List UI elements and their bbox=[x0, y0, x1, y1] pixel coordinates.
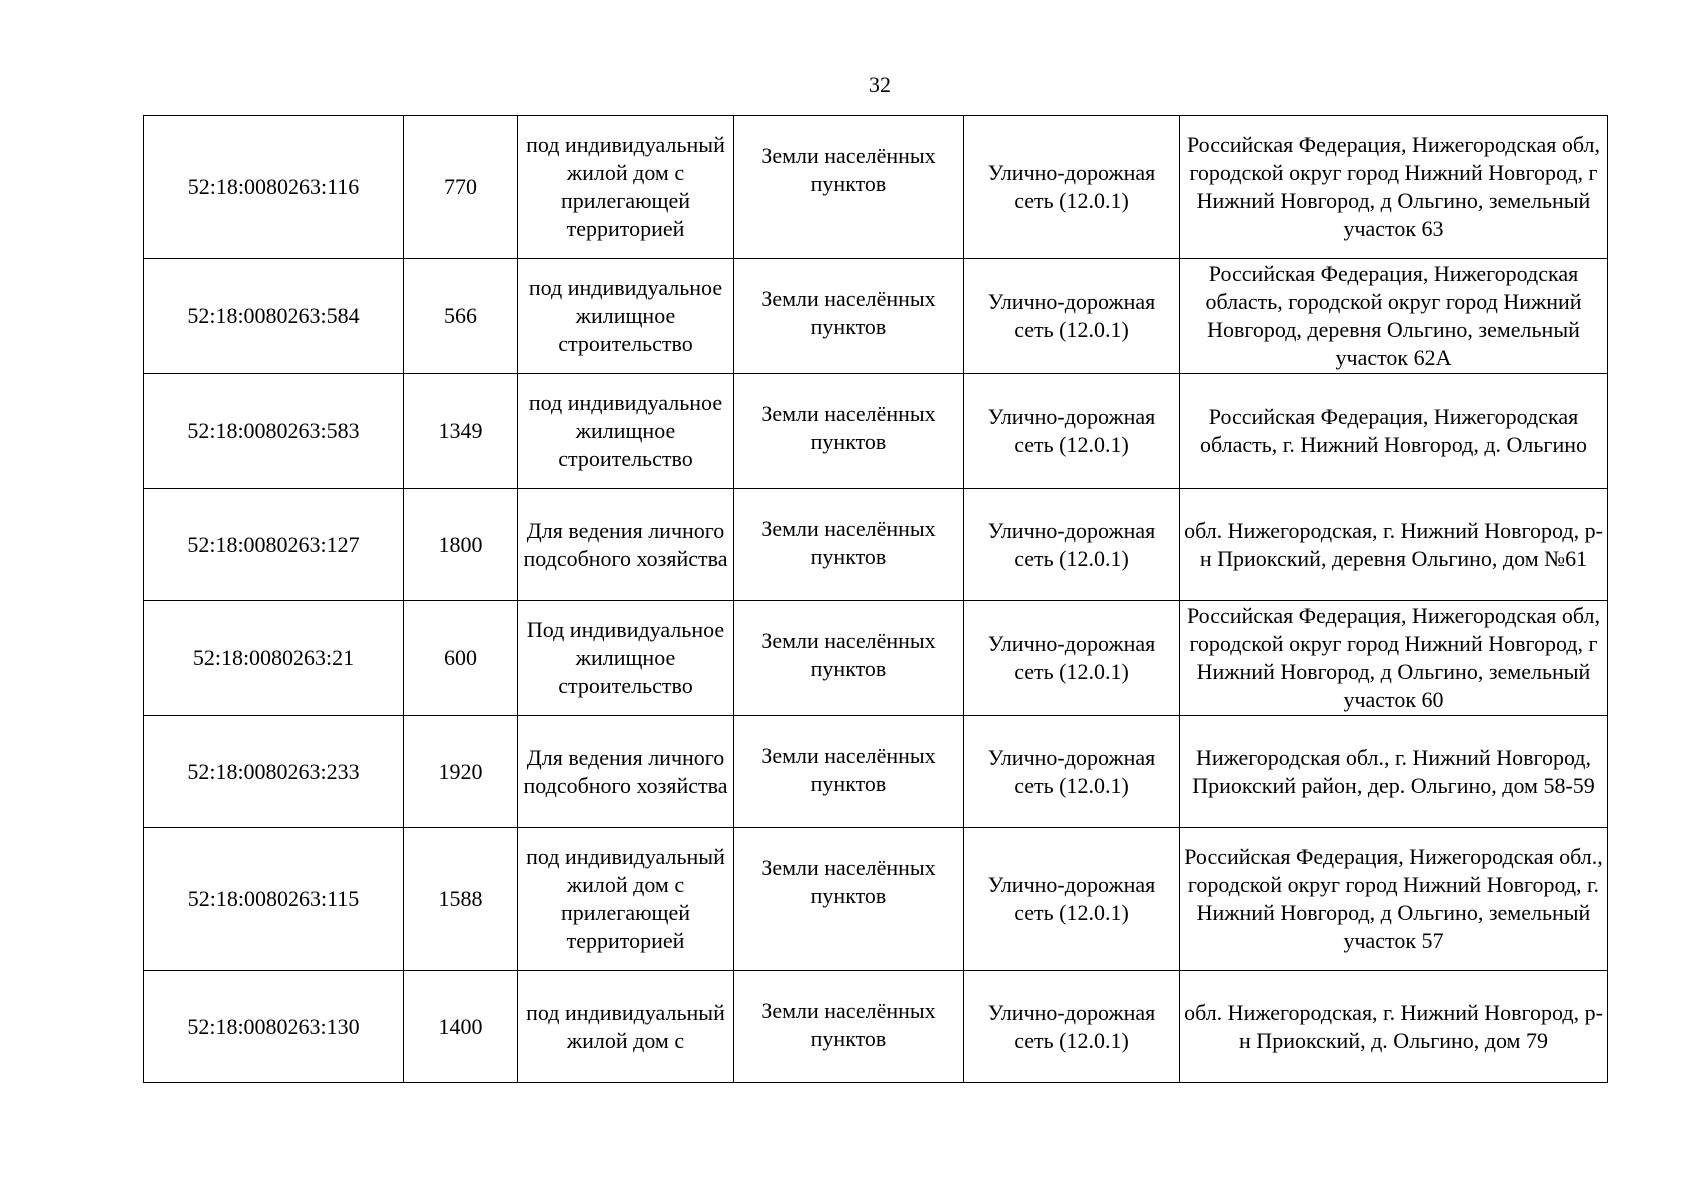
cadastral-number-cell: 52:18:0080263:116 bbox=[144, 116, 404, 259]
cadastral-number-cell: 52:18:0080263:130 bbox=[144, 971, 404, 1083]
table-row bbox=[144, 971, 1608, 1083]
table-row bbox=[144, 489, 1608, 601]
page-number: 32 bbox=[869, 72, 891, 97]
area-cell: 566 bbox=[404, 259, 518, 374]
planned-use-cell: Улично-дорожная сеть (12.0.1) bbox=[964, 259, 1180, 374]
table-row bbox=[144, 374, 1608, 489]
planned-use-cell: Улично-дорожная сеть (12.0.1) bbox=[964, 971, 1180, 1083]
address-cell: Российская Федерация, Нижегородская обл., городской округ город Нижний Новгород, г. Нижний Новгород, д Ольгино, земельный участок 57 bbox=[1180, 828, 1608, 971]
permitted-use-cell: под индивидуальный жилой дом с bbox=[518, 971, 734, 1083]
area-cell: 1349 bbox=[404, 374, 518, 489]
land-category-cell: Земли населённых пунктов bbox=[734, 116, 964, 259]
table-row bbox=[144, 828, 1608, 971]
cadastral-number-cell: 52:18:0080263:115 bbox=[144, 828, 404, 971]
area-cell: 600 bbox=[404, 601, 518, 716]
land-category-cell: Земли населённых пунктов bbox=[734, 259, 964, 374]
permitted-use-cell: Под индивидуальное жилищное строительство bbox=[518, 601, 734, 716]
permitted-use-cell: Для ведения личного подсобного хозяйства bbox=[518, 716, 734, 828]
land-category-cell: Земли населённых пунктов bbox=[734, 374, 964, 489]
permitted-use-cell: под индивидуальный жилой дом с прилегающей территорией bbox=[518, 116, 734, 259]
land-category-cell: Земли населённых пунктов bbox=[734, 828, 964, 971]
cadastral-number-cell: 52:18:0080263:584 bbox=[144, 259, 404, 374]
cadastral-number-cell: 52:18:0080263:21 bbox=[144, 601, 404, 716]
land-category-cell: Земли населённых пунктов bbox=[734, 971, 964, 1083]
address-cell: Российская Федерация, Нижегородская обл, городской округ город Нижний Новгород, г Нижний Новгород, д Ольгино, земельный участок 60 bbox=[1180, 601, 1608, 716]
planned-use-cell: Улично-дорожная сеть (12.0.1) bbox=[964, 374, 1180, 489]
cadastral-number-cell: 52:18:0080263:233 bbox=[144, 716, 404, 828]
address-cell: Российская Федерация, Нижегородская область, городской округ город Нижний Новгород, деревня Ольгино, земельный участок 62А bbox=[1180, 259, 1608, 374]
planned-use-cell: Улично-дорожная сеть (12.0.1) bbox=[964, 716, 1180, 828]
area-cell: 1588 bbox=[404, 828, 518, 971]
permitted-use-cell: Для ведения личного подсобного хозяйства bbox=[518, 489, 734, 601]
table-row bbox=[144, 259, 1608, 374]
address-cell: Нижегородская обл., г. Нижний Новгород, Приокский район, дер. Ольгино, дом 58-59 bbox=[1180, 716, 1608, 828]
table-row bbox=[144, 601, 1608, 716]
land-category-cell: Земли населённых пунктов bbox=[734, 716, 964, 828]
permitted-use-cell: под индивидуальный жилой дом с прилегающей территорией bbox=[518, 828, 734, 971]
land-plots-table bbox=[143, 115, 1608, 1083]
land-category-cell: Земли населённых пунктов bbox=[734, 601, 964, 716]
cadastral-number-cell: 52:18:0080263:583 bbox=[144, 374, 404, 489]
permitted-use-cell: под индивидуальное жилищное строительство bbox=[518, 374, 734, 489]
planned-use-cell: Улично-дорожная сеть (12.0.1) bbox=[964, 116, 1180, 259]
land-category-cell: Земли населённых пунктов bbox=[734, 489, 964, 601]
permitted-use-cell: под индивидуальное жилищное строительство bbox=[518, 259, 734, 374]
address-cell: обл. Нижегородская, г. Нижний Новгород, р-н Приокский, д. Ольгино, дом 79 bbox=[1180, 971, 1608, 1083]
address-cell: обл. Нижегородская, г. Нижний Новгород, р-н Приокский, деревня Ольгино, дом №61 bbox=[1180, 489, 1608, 601]
area-cell: 1400 bbox=[404, 971, 518, 1083]
cadastral-number-cell: 52:18:0080263:127 bbox=[144, 489, 404, 601]
address-cell: Российская Федерация, Нижегородская область, г. Нижний Новгород, д. Ольгино bbox=[1180, 374, 1608, 489]
planned-use-cell: Улично-дорожная сеть (12.0.1) bbox=[964, 828, 1180, 971]
address-cell: Российская Федерация, Нижегородская обл, городской округ город Нижний Новгород, г Нижний Новгород, д Ольгино, земельный участок 63 bbox=[1180, 116, 1608, 259]
area-cell: 1800 bbox=[404, 489, 518, 601]
planned-use-cell: Улично-дорожная сеть (12.0.1) bbox=[964, 489, 1180, 601]
planned-use-cell: Улично-дорожная сеть (12.0.1) bbox=[964, 601, 1180, 716]
area-cell: 770 bbox=[404, 116, 518, 259]
table-row bbox=[144, 116, 1608, 259]
area-cell: 1920 bbox=[404, 716, 518, 828]
table-row bbox=[144, 716, 1608, 828]
